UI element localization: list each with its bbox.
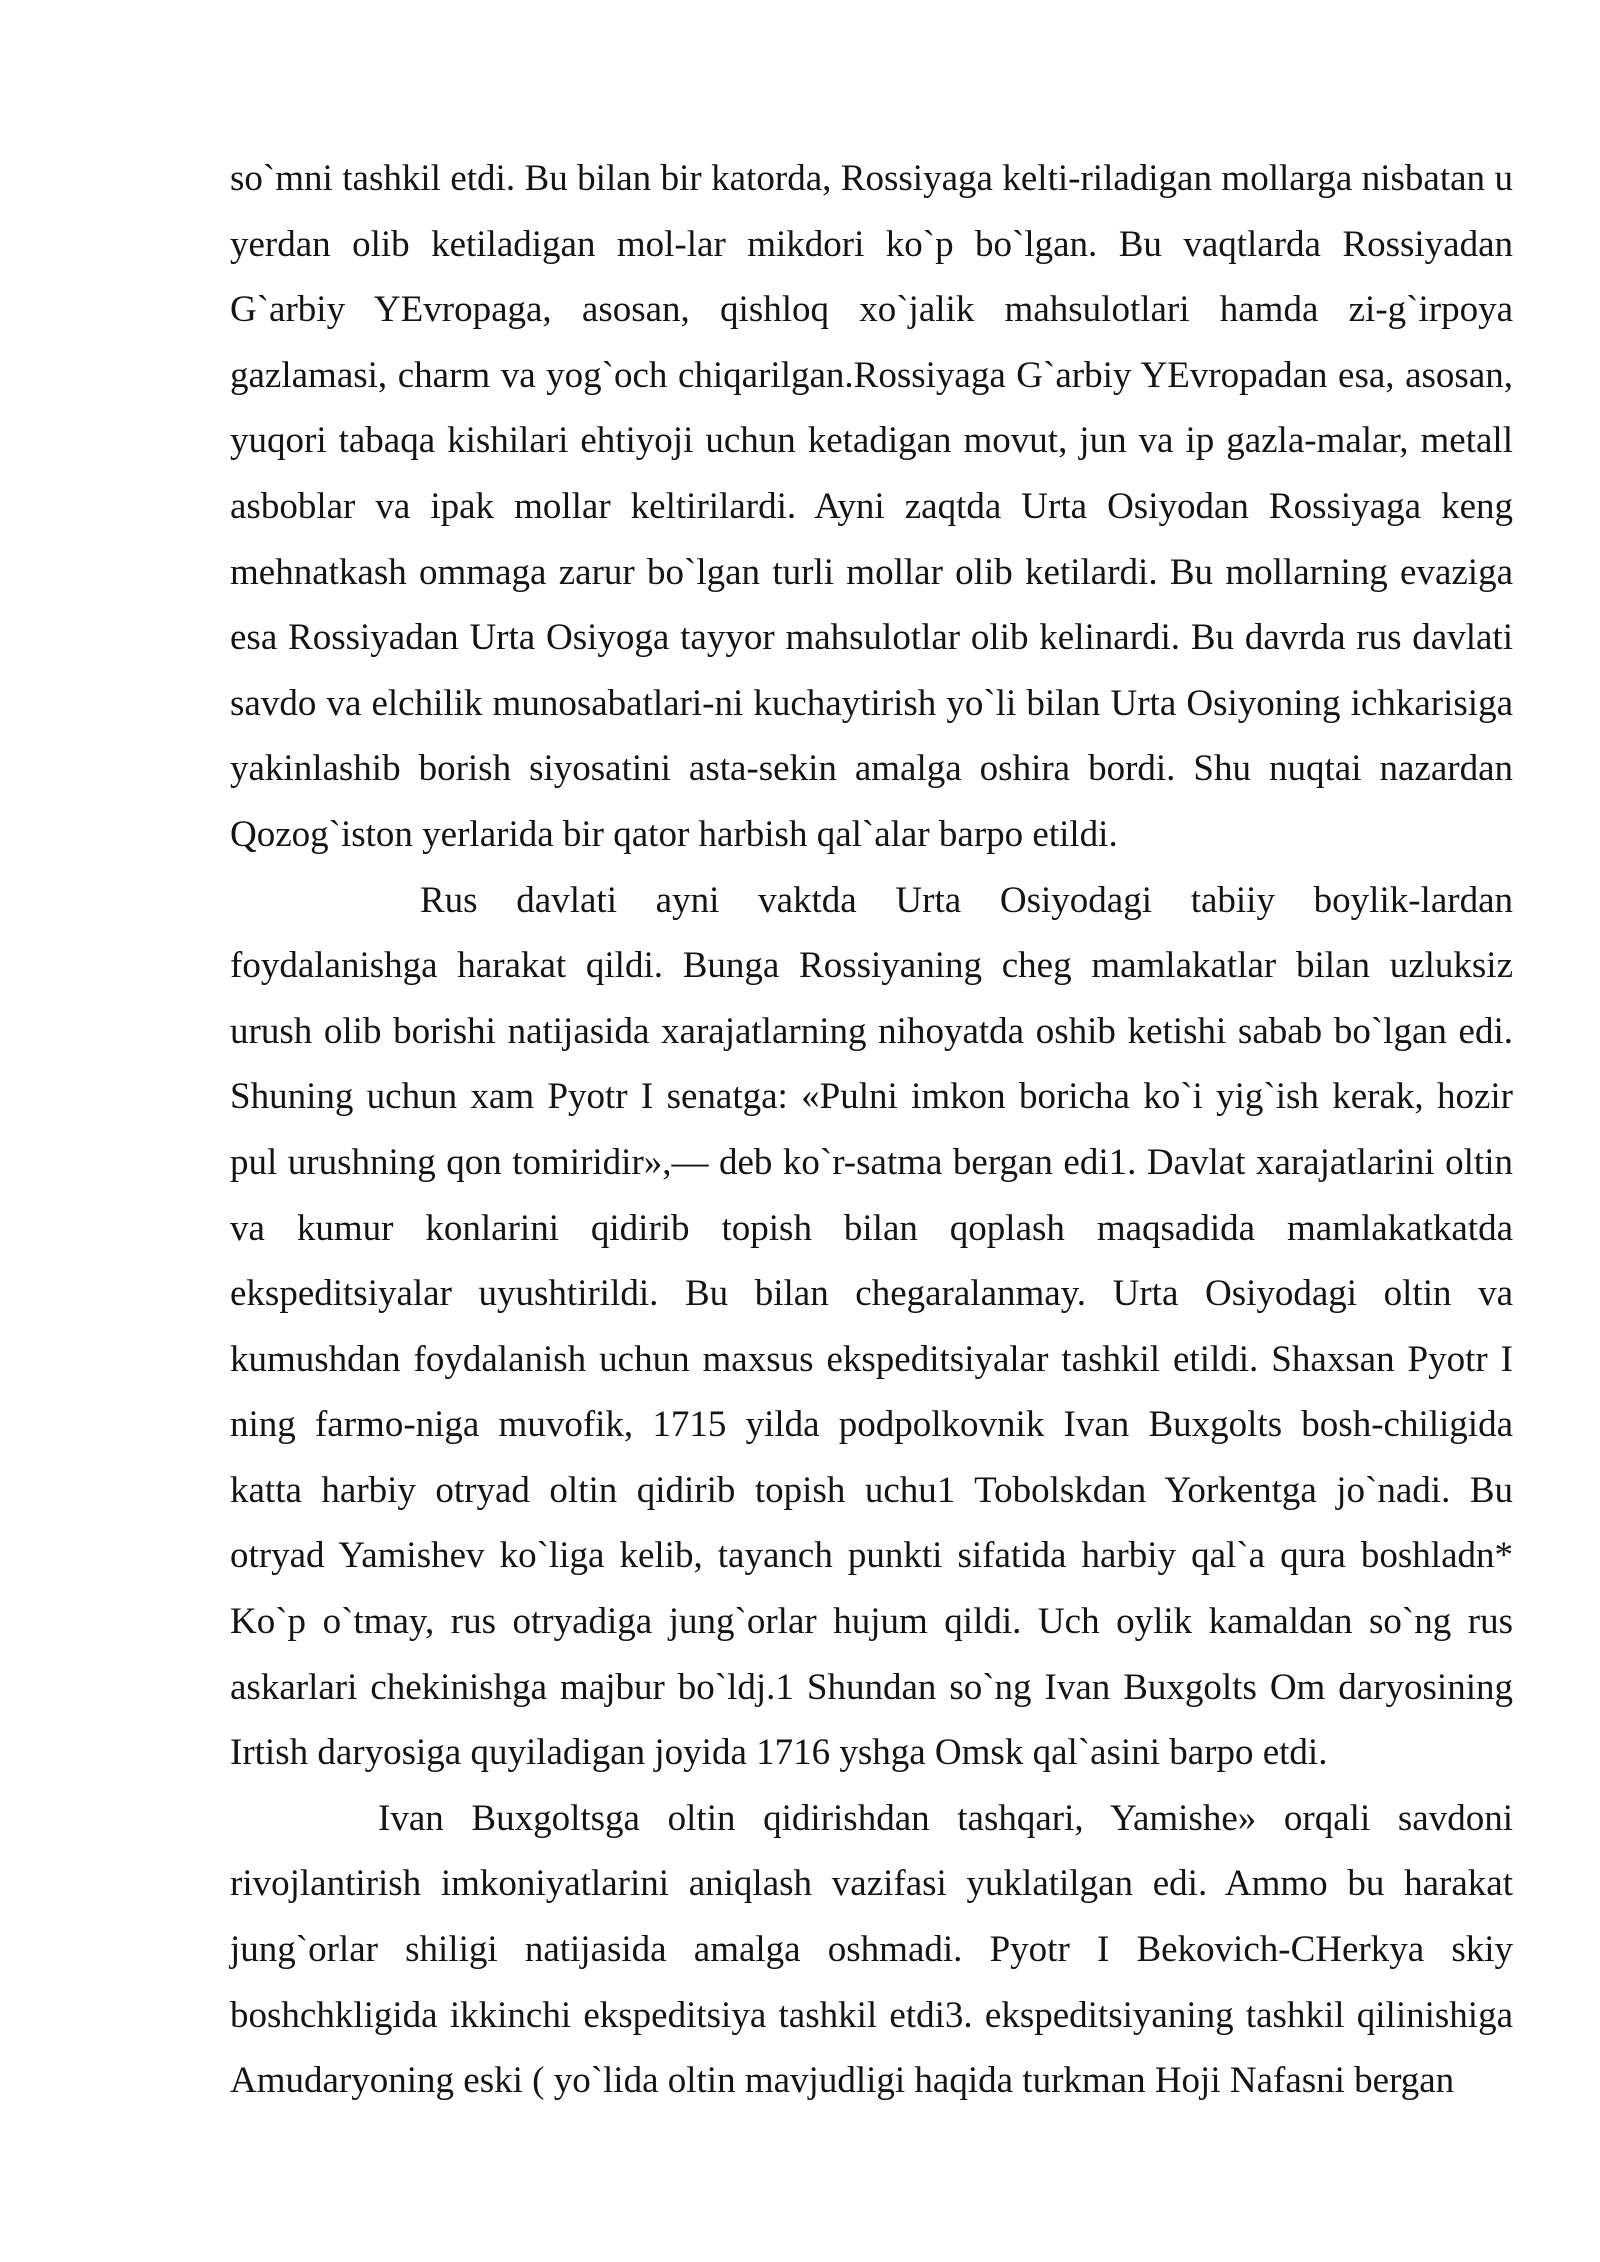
paragraph-buxgolts-expedition: Ivan Buxgoltsga oltin qidirishdan tashqari, Yamishe» orqali savdoni rivojlantirish imkoniyatlarini aniqlash vazifasi yuklatilgan edi. Ammo bu harakat jung`orlar shiligi natijasida amalga oshmadi. Pyotr I Bekovich-CHerkya skiy boshchkligida ikkinchi ekspeditsiya tashkil etdi3. ekspeditsiyaning tashkil qilinishiga Amudaryoning eski ( yo`lida oltin mavjudligi haqida turkman Hoji Nafasni bergan <box>230 1797 1513 2102</box>
document-body <box>230 146 1513 2114</box>
paragraph-natural-resources: Rus davlati ayni vaktda Urta Osiyodagi tabiiy boylik-lardan foydalanishga harakat qildi. Bunga Rossiyaning cheg mamlakatlar bilan uzluksiz urush olib borishi natijasida xarajatlarning nihoyatda oshib ketishi sabab bo`lgan edi. Shuning uchun xam Pyotr I senatga: «Pulni imkon boricha ko`i yig`ish kerak, hozir pul urushning qon tomiridir»,— deb ko`r-satma bergan edi1. Davlat xarajatlarini oltin va kumur konlarini qidirib topish bilan qoplash maqsadida mamlakatkatda ekspeditsiyalar uyushtirildi. Bu bilan chegaralanmay. Urta Osiyodagi oltin va kumushdan foydalanish uchun maxsus ekspeditsiyalar tashkil etildi. Shaxsan Pyotr I ning farmo-niga muvofik, 1715 yilda podpolkovnik Ivan Buxgolts bosh-chiligida katta harbiy otryad oltin qidirib topish uchu1 Tobolskdan Yorkentga jo`nadi. Bu otryad Yamishev ko`liga kelib, tayanch punkti sifatida harbiy qal`a qura boshladn* Ko`p o`tmay, rus otryadiga jung`orlar hujum qildi. Uch oylik kamaldan so`ng rus askarlari chekinishga majbur bo`ldj.1 Shundan so`ng Ivan Buxgolts Om daryosining Irtish daryosiga quyiladigan joyida 1716 yshga Omsk qal`asini barpo etdi. <box>230 879 1513 1774</box>
paragraph-trade-goods: so`mni tashkil etdi. Bu bilan bir katorda, Rossiyaga kelti-riladigan mollarga nisbatan u yerdan olib ketiladigan mol-lar mikdori ko`p bo`lgan. Bu vaqtlarda Rossiyadan G`arbiy YEvropaga, asosan, qishloq xo`jalik mahsulotlari hamda zi-g`irpoya gazlamasi, charm va yog`och chiqarilgan.Rossiyaga G`arbiy YEvropadan esa, asosan, yuqori tabaqa kishilari ehtiyoji uchun ketadigan movut, jun va ip gazla-malar, metall asboblar va ipak mollar keltirilardi. Ayni zaqtda Urta Osiyodan Rossiyaga keng mehnatkash ommaga zarur bo`lgan turli mollar olib ketilardi. Bu mollarning evaziga esa Rossiyadan Urta Osiyoga tayyor mahsulotlar olib kelinardi. Bu davrda rus davlati savdo va elchilik munosabatlari-ni kuchaytirish yo`li bilan Urta Osiyoning ichkarisiga yakinlashib borish siyosatini asta-sekin amalga oshira bordi. Shu nuqtai nazardan Qozog`iston yerlarida bir qator harbish qal`alar barpo etildi. <box>230 158 1513 855</box>
